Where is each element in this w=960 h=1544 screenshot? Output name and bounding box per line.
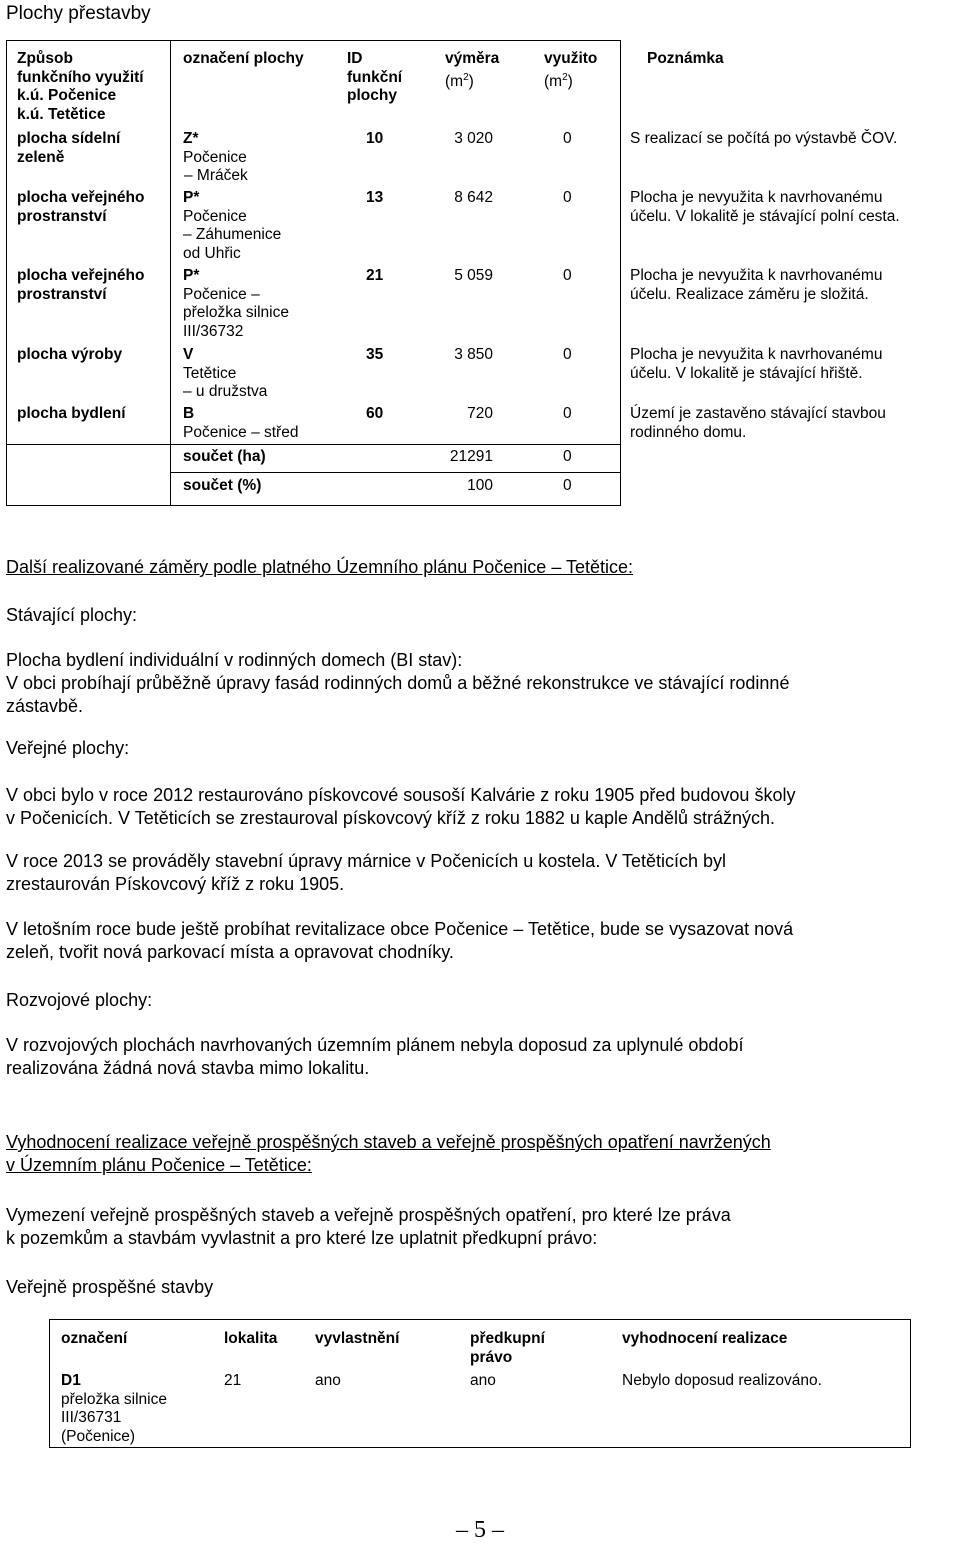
header-oznaceni: označení plochy [183,50,304,67]
sum-pct-label: součet (%) [183,477,262,494]
row5-vyuzito: 0 [563,405,572,422]
section-heading-vps: Vyhodnocení realizace veřejně prospěšných staveb a veřejně prospěšných opatření navržených v Územním plánu Počenice – Tetětice: [6,1132,771,1175]
row4-zpusob: plocha výroby [17,346,123,363]
subheading-public-areas: Veřejné plochy: [6,738,130,758]
row2-id: 13 [366,189,384,206]
row4-vymera: 3 850 [454,346,493,363]
paragraph-revitalization: V letošním roce bude ještě probíhat revitalizace obce Počenice – Tetětice, bude se vysazovat nová zeleň, tvořit nová parkovací místa a opravovat chodníky. [6,919,794,962]
header-poznamka: Poznámka [647,50,724,67]
row5-vymera: 720 [467,405,493,422]
header-vyuzito: využito $(m^2)$ [544,50,598,90]
row5-id: 60 [366,405,384,422]
t2-header-lokalita: lokalita [224,1330,278,1347]
row3-zpusob: plocha veřejného prostranství [17,267,145,303]
subheading-housing: Plocha bydlení individuální v rodinných domech (BI stav): [6,650,463,670]
t2-header-predkupni: předkupní právo [470,1330,545,1366]
page-number: – 5 – [456,1517,504,1543]
t2-row-vyhodnoceni: Nebylo doposud realizováno. [622,1372,822,1389]
paragraph-restoration: V obci bylo v roce 2012 restaurováno pískovcové sousoší Kalvárie z roku 1905 před budovou školy v Počenicích. V Tetěticích se zrestauroval pískovcový kříž z roku 1882 u kaple Andělů strážných. [6,785,796,828]
row1-zpusob: plocha sídelní zeleně [17,130,121,166]
row4-note: Plocha je nevyužita k navrhovanému účelu. V lokalitě je stávající hřiště. [630,346,883,382]
paragraph-development: V rozvojových plochách navrhovaných územním plánem nebyla doposud za uplynulé období realizována žádná nová stavba mimo lokalitu. [6,1035,744,1078]
paragraph-housing: V obci probíhají průběžně úpravy fasád rodinných domů a běžné rekonstrukce ve stávající rodinné zástavbě. [6,673,790,716]
row1-note: S realizací se počítá po výstavbě ČOV. [630,130,898,147]
row5-place: B Počenice – střed [183,405,299,441]
paragraph-vps-definition: Vymezení veřejně prospěšných staveb a veřejně prospěšných opatření, pro které lze práva k pozemkům a stavbám vyvlastnit a pro které lze uplatnit předkupní právo: [6,1205,731,1248]
t2-header-vyvlastneni: vyvlastnění [315,1330,400,1347]
header-id: ID funkční plochy [347,50,403,104]
sum-ha-vyuzito: 0 [563,448,572,465]
header-vymera: výměra $(m^2)$ [445,50,500,90]
row3-vyuzito: 0 [563,267,572,284]
row4-id: 35 [366,346,384,363]
row2-vyuzito: 0 [563,189,572,206]
row1-vyuzito: 0 [563,130,572,147]
subheading-development-areas: Rozvojové plochy: [6,990,153,1010]
t2-row-vyvlastneni: ano [315,1372,341,1389]
row2-zpusob: plocha veřejného prostranství [17,189,145,225]
paragraph-2013: V roce 2013 se prováděly stavební úpravy márnice v Počenicích u kostela. V Tetěticích byl zrestaurován Pískovcový kříž z roku 1905. [6,851,727,894]
row4-vyuzito: 0 [563,346,572,363]
sum-pct-vymera: 100 [467,477,493,494]
row2-vymera: 8 642 [454,189,493,206]
t2-row-predkupni: ano [470,1372,496,1389]
t2-header-oznaceni: označení [61,1330,128,1347]
row3-note: Plocha je nevyužita k navrhovanému účelu. Realizace záměru je složitá. [630,267,883,303]
row2-note: Plocha je nevyužita k navrhovanému účelu. V lokalitě je stávající polní cesta. [630,189,900,225]
row1-id: 10 [366,130,384,147]
row1-place: Z* Počenice – Mráček [183,130,248,184]
sum-pct-vyuzito: 0 [563,477,572,494]
section-heading-realized: Další realizované záměry podle platného Územního plánu Počenice – Tetětice: [6,557,634,577]
t2-row-code: D1 přeložka silnice III/36731 (Počenice) [61,1372,167,1445]
row5-note: Území je zastavěno stávající stavbou rodinného domu. [630,405,886,441]
t2-row-lokalita: 21 [224,1372,242,1389]
row3-place: P* Počenice – přeložka silnice III/36732 [183,267,289,340]
t2-header-vyhodnoceni: vyhodnocení realizace [622,1330,788,1347]
page-title: Plochy přestavby [6,3,151,24]
row3-id: 21 [366,267,384,284]
header-zpusob: Způsob funkčního využití k.ú. Počenice k.ú. Tetětice [17,50,144,123]
row1-vymera: 3 020 [454,130,493,147]
subheading-public-works: Veřejně prospěšné stavby [6,1277,214,1297]
sum-ha-label: součet (ha) [183,448,266,465]
row3-vymera: 5 059 [454,267,493,284]
row4-place: V Tetětice – u družstva [183,346,268,400]
row5-zpusob: plocha bydlení [17,405,126,422]
sum-ha-vymera: 21291 [449,448,493,465]
subheading-existing-areas: Stávající plochy: [6,605,138,625]
row2-place: P* Počenice – Záhumenice od Uhřic [183,189,282,262]
